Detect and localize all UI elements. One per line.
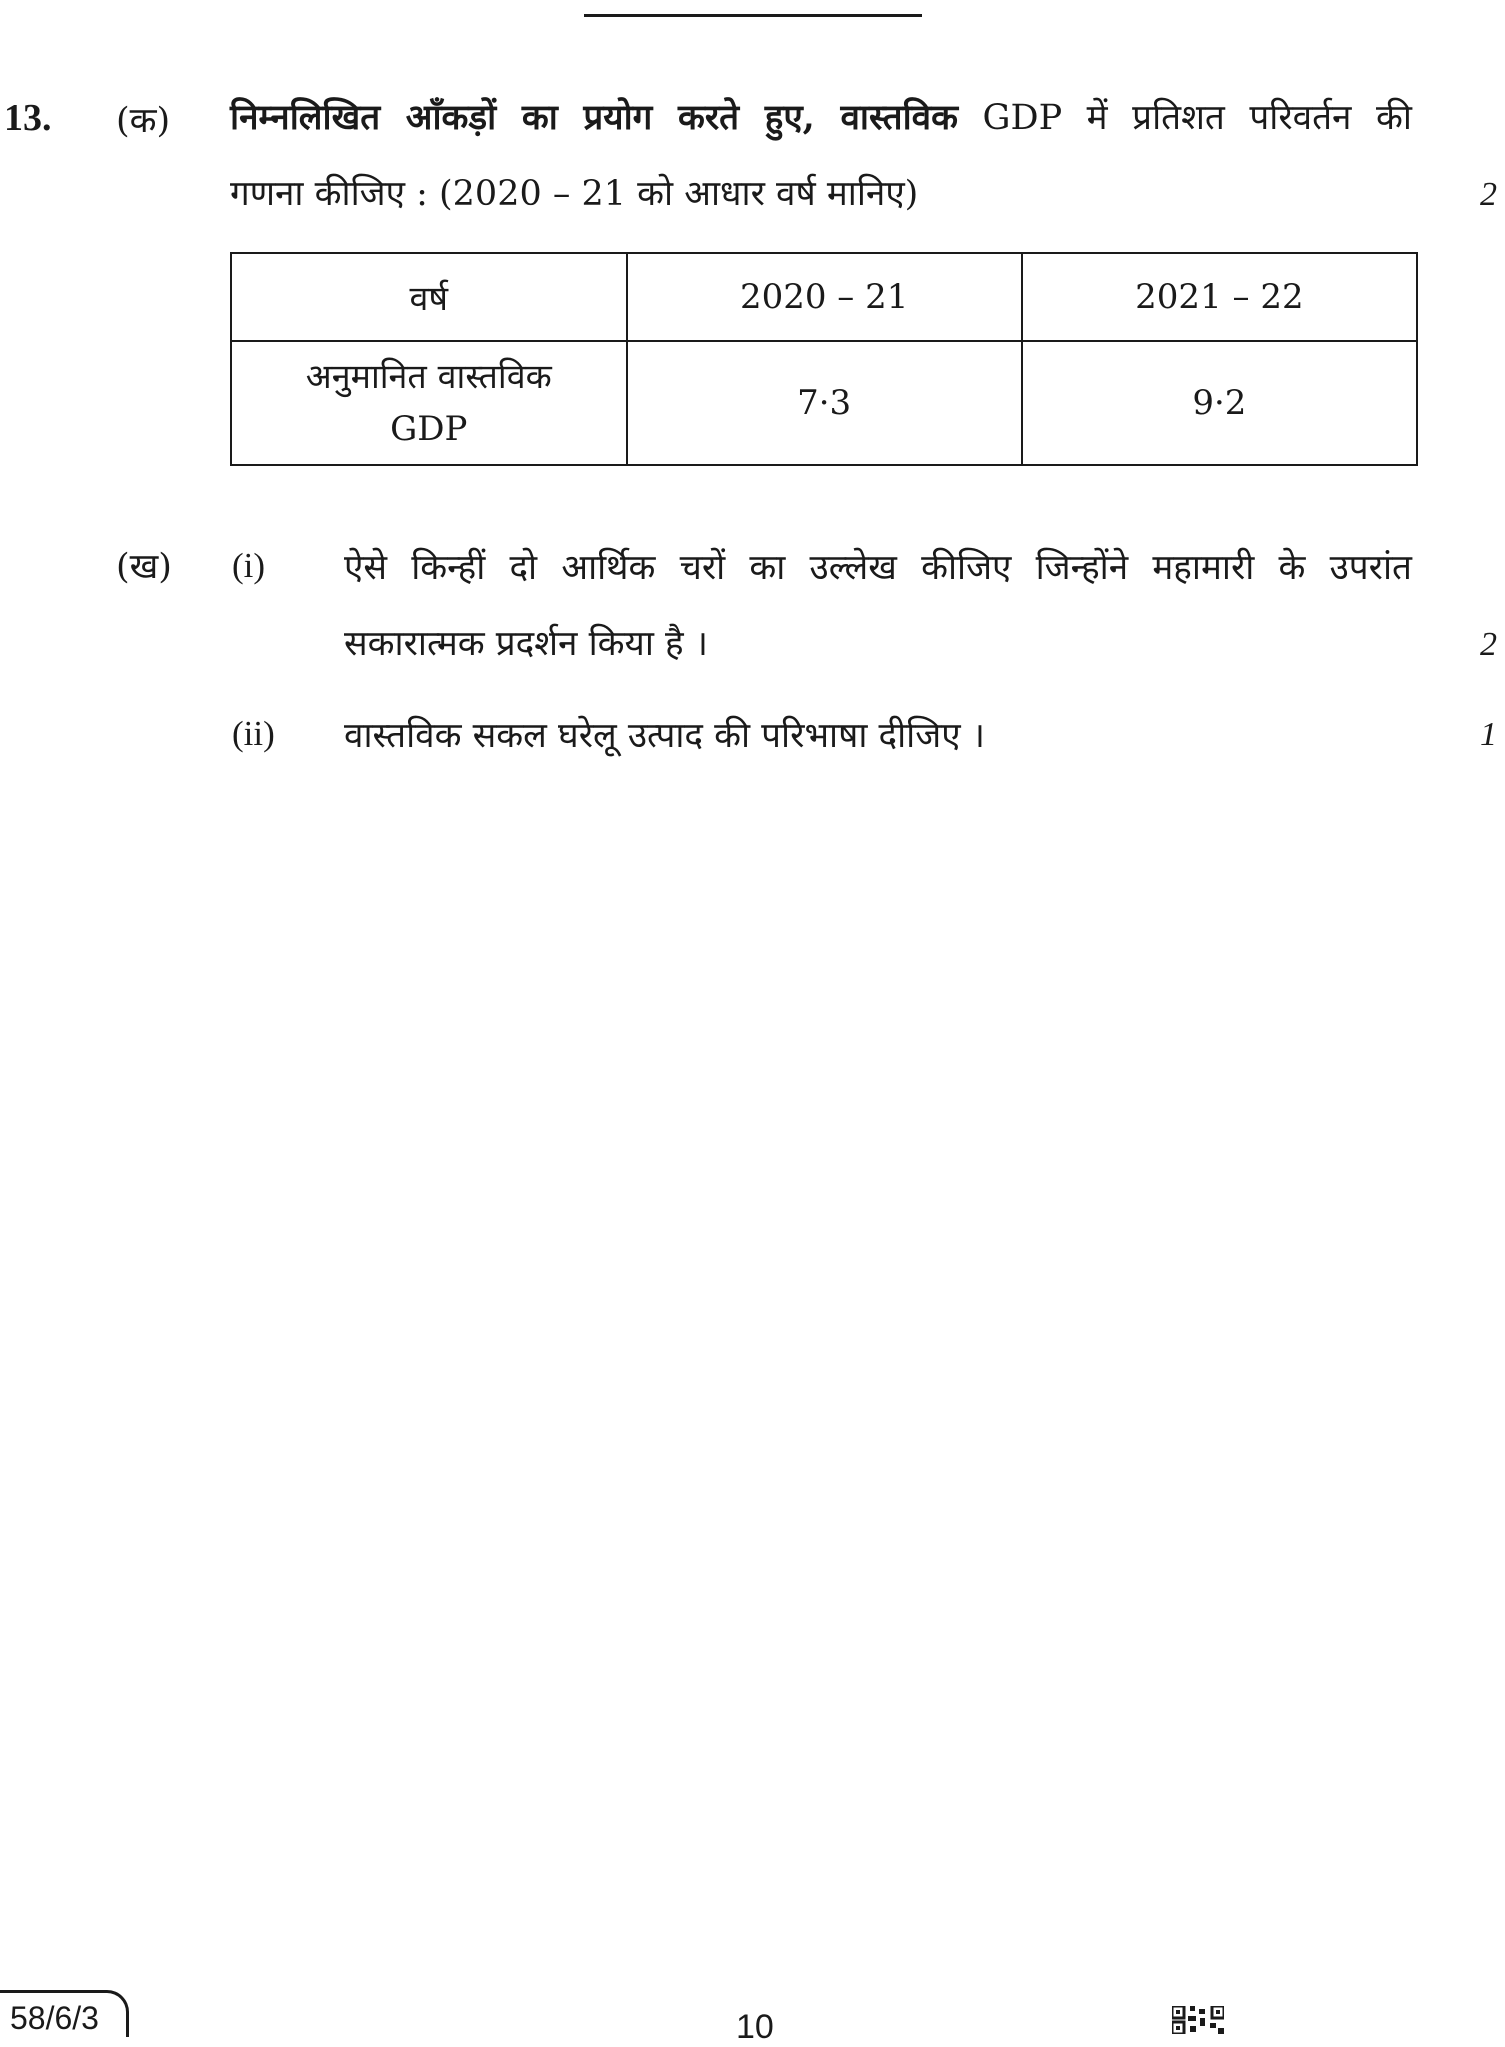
part-b-ii-marks: 1	[1480, 716, 1497, 753]
part-a-marks: 2	[1480, 176, 1497, 213]
part-b-ii-question: वास्तविक सकल घरेलू उत्पाद की परिभाषा दीजिए ।	[344, 716, 985, 756]
part-b-i-question	[344, 530, 1412, 682]
table-cell: 7·3	[627, 341, 1022, 465]
row-label-line2: GDP	[390, 409, 468, 449]
part-b-label: (ख)	[116, 547, 172, 587]
table-header-cell: 2020 – 21	[627, 253, 1022, 341]
table-row	[231, 341, 1417, 465]
part-a-line2: गणना कीजिए : (2020 – 21 को आधार वर्ष मानिए)	[230, 174, 919, 214]
sub-ii-label: (ii)	[232, 714, 275, 753]
qr-code-icon	[1172, 2006, 1224, 2034]
top-rule	[584, 14, 922, 17]
table-header-row	[231, 253, 1417, 341]
table-header-cell: 2021 – 22	[1022, 253, 1417, 341]
part-b-i-marks: 2	[1480, 626, 1497, 663]
part-a-line1	[230, 80, 1412, 156]
question-number: 13.	[4, 97, 52, 139]
page-code: 58/6/3	[10, 2000, 99, 2036]
table-header-cell: वर्ष	[231, 253, 627, 341]
part-b-i-line1: ऐसे किन्हीं दो आर्थिक चरों का उल्लेख कीजिए जिन्होंने महामारी के उपरांत	[344, 548, 1412, 588]
page-number: 10	[736, 2008, 774, 2046]
table-row-label	[231, 341, 627, 465]
row-label-line1: अनुमानित वास्तविक	[305, 357, 552, 397]
part-a-bold-text: निम्नलिखित आँकड़ों का प्रयोग करते हुए, वास्तविक	[230, 97, 958, 138]
part-a-line1-rest: GDP में प्रतिशत परिवर्तन की	[982, 98, 1412, 138]
part-a-question	[230, 80, 1412, 232]
table-cell: 9·2	[1022, 341, 1417, 465]
gdp-data-table	[230, 252, 1418, 466]
sub-i-label: (i)	[232, 546, 266, 585]
part-a-label: (क)	[116, 101, 171, 141]
part-b-i-line2: सकारात्मक प्रदर्शन किया है ।	[344, 624, 709, 664]
